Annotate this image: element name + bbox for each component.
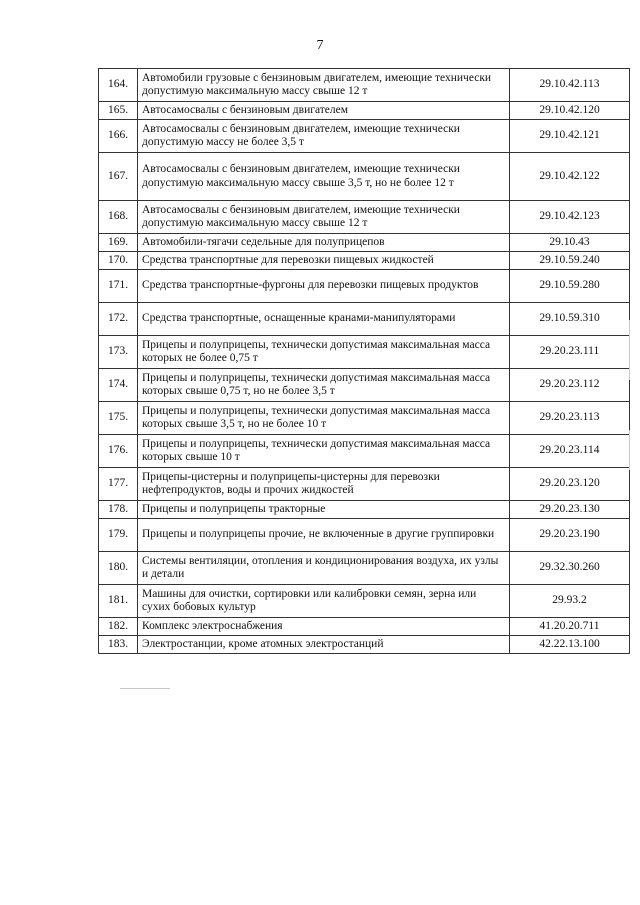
- table-row: [99, 120, 630, 153]
- row-number: 167.: [99, 153, 138, 201]
- row-name: Автомобили грузовые с бензиновым двигателем, имеющие технически допустимую максимальную массу свыше 12 т: [138, 69, 510, 102]
- registry-table-body: [99, 69, 630, 654]
- row-name: Автосамосвалы с бензиновым двигателем, имеющие технически допустимую максимальную массу свыше 12 т: [138, 201, 510, 234]
- row-code: 29.20.23.112: [510, 369, 630, 402]
- row-number: 168.: [99, 201, 138, 234]
- row-code: 29.20.23.114: [510, 435, 630, 468]
- row-code: 29.10.43: [510, 234, 630, 252]
- row-name: Прицепы и полуприцепы, технически допустимая максимальная масса которых свыше 0,75 т, но не более 3,5 т: [138, 369, 510, 402]
- table-row: [99, 585, 630, 618]
- row-code: 29.10.59.240: [510, 252, 630, 270]
- row-code: 29.10.42.120: [510, 102, 630, 120]
- row-code: 29.20.23.130: [510, 501, 630, 519]
- row-number: 183.: [99, 636, 138, 654]
- row-code: 29.10.59.310: [510, 303, 630, 336]
- row-name: Прицепы и полуприцепы прочие, не включенные в другие группировки: [138, 519, 510, 552]
- row-name: Автосамосвалы с бензиновым двигателем, имеющие технически допустимую максимальную массу свыше 3,5 т, но не более 12 т: [138, 153, 510, 201]
- table-row: [99, 468, 630, 501]
- row-name: Прицепы и полуприцепы, технически допустимая максимальная масса которых не более 0,75 т: [138, 336, 510, 369]
- row-name: Автосамосвалы с бензиновым двигателем: [138, 102, 510, 120]
- row-code: 29.20.23.190: [510, 519, 630, 552]
- registry-table: [98, 68, 630, 654]
- row-code: 41.20.20.711: [510, 618, 630, 636]
- row-name: Прицепы и полуприцепы тракторные: [138, 501, 510, 519]
- row-number: 175.: [99, 402, 138, 435]
- table-row: [99, 402, 630, 435]
- table-row: [99, 252, 630, 270]
- row-name: Средства транспортные-фургоны для перевозки пищевых продуктов: [138, 270, 510, 303]
- row-number: 180.: [99, 552, 138, 585]
- row-name: Прицепы-цистерны и полуприцепы-цистерны для перевозки нефтепродуктов, воды и прочих жидкостей: [138, 468, 510, 501]
- row-name: Комплекс электроснабжения: [138, 618, 510, 636]
- table-row: [99, 69, 630, 102]
- row-code: 29.32.30.260: [510, 552, 630, 585]
- table-row: [99, 369, 630, 402]
- row-number: 179.: [99, 519, 138, 552]
- table-row: [99, 270, 630, 303]
- scan-artifact: [120, 688, 170, 689]
- row-name: Прицепы и полуприцепы, технически допустимая максимальная масса которых свыше 3,5 т, но не более 10 т: [138, 402, 510, 435]
- row-code: 29.10.42.121: [510, 120, 630, 153]
- table-row: [99, 501, 630, 519]
- row-name: Машины для очистки, сортировки или калибровки семян, зерна или сухих бобовых культур: [138, 585, 510, 618]
- row-number: 171.: [99, 270, 138, 303]
- row-code: 29.20.23.120: [510, 468, 630, 501]
- table-row: [99, 201, 630, 234]
- row-number: 182.: [99, 618, 138, 636]
- row-number: 165.: [99, 102, 138, 120]
- table-row: [99, 303, 630, 336]
- row-code: 29.20.23.113: [510, 402, 630, 435]
- row-name: Средства транспортные, оснащенные кранами-манипуляторами: [138, 303, 510, 336]
- row-number: 166.: [99, 120, 138, 153]
- row-number: 174.: [99, 369, 138, 402]
- row-code: 29.10.42.123: [510, 201, 630, 234]
- table-row: [99, 519, 630, 552]
- table-row: [99, 552, 630, 585]
- scan-artifact: [629, 430, 630, 470]
- row-code: 29.10.59.280: [510, 270, 630, 303]
- table-row: [99, 336, 630, 369]
- row-name: Прицепы и полуприцепы, технически допустимая максимальная масса которых свыше 10 т: [138, 435, 510, 468]
- row-number: 176.: [99, 435, 138, 468]
- page-number: 7: [316, 38, 324, 53]
- table-row: [99, 153, 630, 201]
- row-number: 178.: [99, 501, 138, 519]
- row-code: 29.20.23.111: [510, 336, 630, 369]
- row-number: 177.: [99, 468, 138, 501]
- row-name: Автомобили-тягачи седельные для полуприцепов: [138, 234, 510, 252]
- row-name: Системы вентиляции, отопления и кондиционирования воздуха, их узлы и детали: [138, 552, 510, 585]
- row-name: Средства транспортные для перевозки пищевых жидкостей: [138, 252, 510, 270]
- row-number: 172.: [99, 303, 138, 336]
- row-number: 181.: [99, 585, 138, 618]
- table-row: [99, 636, 630, 654]
- row-number: 164.: [99, 69, 138, 102]
- row-name: Автосамосвалы с бензиновым двигателем, имеющие технически допустимую массу не более 3,5 т: [138, 120, 510, 153]
- scan-artifact: [629, 320, 630, 380]
- table-row: [99, 618, 630, 636]
- row-number: 170.: [99, 252, 138, 270]
- row-code: 29.93.2: [510, 585, 630, 618]
- row-code: 42.22.13.100: [510, 636, 630, 654]
- row-number: 173.: [99, 336, 138, 369]
- row-code: 29.10.42.113: [510, 69, 630, 102]
- row-name: Электростанции, кроме атомных электростанций: [138, 636, 510, 654]
- table-row: [99, 435, 630, 468]
- table-row: [99, 234, 630, 252]
- row-code: 29.10.42.122: [510, 153, 630, 201]
- table-row: [99, 102, 630, 120]
- row-number: 169.: [99, 234, 138, 252]
